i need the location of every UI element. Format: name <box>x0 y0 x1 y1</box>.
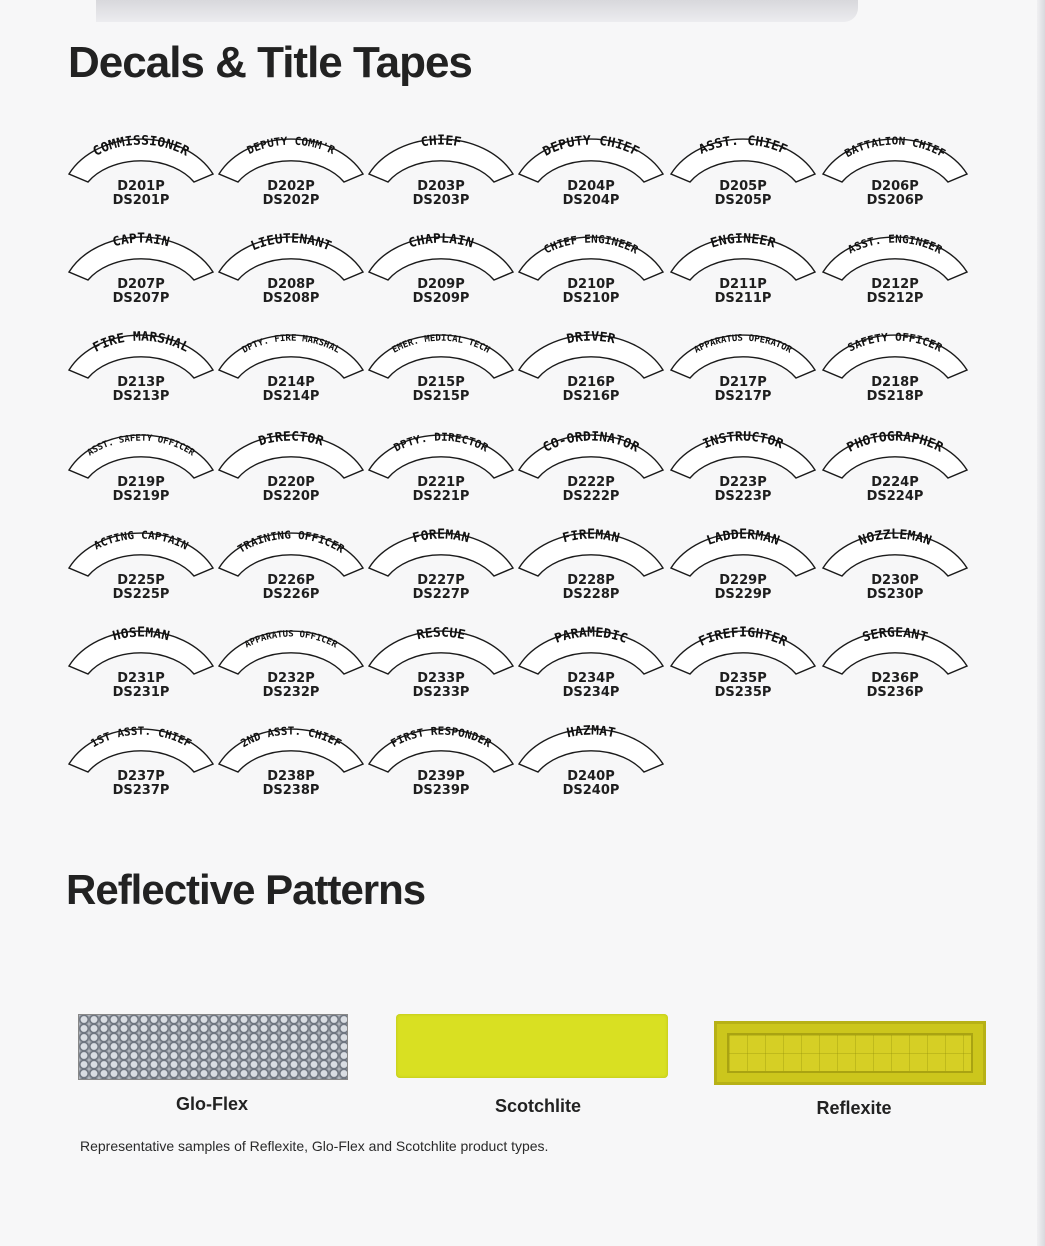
gloflex-sample-swatch <box>78 1014 348 1080</box>
decal-code-ds: DS226P <box>262 587 320 602</box>
decal-code-ds: DS231P <box>112 685 170 700</box>
decal-codes <box>366 180 516 208</box>
decal-code-ds: DS236P <box>866 685 924 700</box>
decal-code: D236P <box>871 671 919 686</box>
decal-code-ds: DS204P <box>562 193 620 208</box>
decal-text-path: HOSEMAN <box>111 625 171 645</box>
decal-band <box>219 533 363 576</box>
decal-item <box>366 226 516 318</box>
scotchlite-label: Scotchlite <box>494 1096 582 1116</box>
decal-text-path: DPTY. FIRE MARSHAL <box>240 333 342 356</box>
decal-text-path: 1ST ASST. CHIEF <box>88 724 194 751</box>
decal-text-path: CHIEF ENGINEER <box>541 232 641 257</box>
decal-codes <box>668 672 818 700</box>
decals-section-title: Decals & Title Tapes <box>68 38 472 87</box>
decal-item <box>66 718 216 810</box>
decal-code: D215P <box>417 375 465 390</box>
decal-text-path: ENGINEER <box>708 231 778 252</box>
decal-code-ds: DS237P <box>112 783 170 798</box>
decal-codes <box>820 278 970 306</box>
decal-band <box>219 237 363 280</box>
decal-text-path: 2ND ASST. CHIEF <box>238 724 344 751</box>
decal-text-path: LADDERMAN <box>704 527 782 549</box>
decal-code: D202P <box>267 179 315 194</box>
decal-item <box>820 128 970 220</box>
decal-text-path: TRAINING OFFICER <box>235 528 347 556</box>
decal-item <box>668 522 818 614</box>
decal-codes <box>516 180 666 208</box>
decal-code-ds: DS224P <box>866 489 924 504</box>
decal-codes <box>366 574 516 602</box>
decal-item <box>820 424 970 516</box>
decal-code-ds: DS201P <box>112 193 170 208</box>
decal-item <box>66 324 216 416</box>
decal-codes <box>516 476 666 504</box>
decal-code: D239P <box>417 769 465 784</box>
decal-item <box>366 620 516 712</box>
decal-band <box>369 435 513 478</box>
decal-item <box>516 226 666 318</box>
decal-text-path: CAPTAIN <box>111 231 171 251</box>
decal-codes <box>516 574 666 602</box>
decal-code-ds: DS205P <box>714 193 772 208</box>
decal-band <box>519 237 663 280</box>
decal-text-path: DRIVER <box>565 329 617 348</box>
decal-item <box>516 522 666 614</box>
decal-codes <box>216 574 366 602</box>
decal-code-ds: DS219P <box>112 489 170 504</box>
decal-code: D233P <box>417 671 465 686</box>
decal-band <box>369 237 513 280</box>
decal-code: D217P <box>719 375 767 390</box>
decal-code-ds: DS227P <box>412 587 470 602</box>
decal-code: D214P <box>267 375 315 390</box>
decal-codes <box>516 672 666 700</box>
decal-codes <box>668 278 818 306</box>
reflexite-label: Reflexite <box>816 1098 892 1118</box>
decal-codes <box>66 574 216 602</box>
decal-band <box>823 237 967 280</box>
decal-item <box>820 324 970 416</box>
decal-code: D207P <box>117 277 165 292</box>
decal-code: D227P <box>417 573 465 588</box>
decal-text-path: ASST. SAFETY OFFICER <box>85 433 197 459</box>
decal-text-path: HAZMAT <box>565 723 617 742</box>
gloflex-label: Glo-Flex <box>175 1094 248 1114</box>
decal-text-path: ASST. ENGINEER <box>845 232 945 257</box>
decal-text-path: DEPUTY CHIEF <box>540 133 642 160</box>
decal-band <box>69 335 213 378</box>
decal-code: D230P <box>871 573 919 588</box>
decal-text-path: CHAPLAIN <box>406 231 476 252</box>
decal-codes <box>216 376 366 404</box>
decal-item <box>516 718 666 810</box>
decal-item <box>820 620 970 712</box>
decal-band <box>671 435 815 478</box>
decal-text-path: APPARATUS OPERATOR <box>692 333 794 356</box>
decal-code-ds: DS239P <box>412 783 470 798</box>
decal-item <box>516 128 666 220</box>
decal-code: D205P <box>719 179 767 194</box>
decal-codes <box>668 476 818 504</box>
decal-code-ds: DS228P <box>562 587 620 602</box>
decal-text-path: BATTALION CHIEF <box>842 134 948 161</box>
decal-text-path: ASST. CHIEF <box>696 133 790 158</box>
decal-code-ds: DS212P <box>866 291 924 306</box>
decal-codes <box>668 376 818 404</box>
decal-item <box>516 324 666 416</box>
decal-code-ds: DS213P <box>112 389 170 404</box>
decal-codes <box>66 672 216 700</box>
decal-code: D226P <box>267 573 315 588</box>
decal-text-path: INSTRUCTOR <box>700 429 786 453</box>
decal-text-path: DPTY. DIRECTOR <box>391 430 491 455</box>
decal-code: D201P <box>117 179 165 194</box>
decal-code-ds: DS234P <box>562 685 620 700</box>
decal-band <box>519 729 663 772</box>
decal-text-path: RESCUE <box>415 625 467 644</box>
decal-code: D219P <box>117 475 165 490</box>
decal-text-path: FOREMAN <box>411 527 471 547</box>
decal-band <box>519 139 663 182</box>
decal-item <box>216 324 366 416</box>
decal-codes <box>820 672 970 700</box>
decal-code-ds: DS223P <box>714 489 772 504</box>
decal-item <box>668 620 818 712</box>
decal-band <box>219 435 363 478</box>
decal-codes <box>216 180 366 208</box>
decal-code-ds: DS229P <box>714 587 772 602</box>
decal-band <box>519 435 663 478</box>
decal-code: D218P <box>871 375 919 390</box>
decal-codes <box>668 180 818 208</box>
decal-codes <box>66 770 216 798</box>
decal-code: D209P <box>417 277 465 292</box>
decal-text-path: NOZZLEMAN <box>856 527 934 549</box>
decal-codes <box>216 672 366 700</box>
decal-code: D234P <box>567 671 615 686</box>
decal-item <box>820 226 970 318</box>
decal-code-ds: DS202P <box>262 193 320 208</box>
decal-text-path: APPARATUS OFFICER <box>243 629 339 651</box>
decal-text-path: SAFETY OFFICER <box>845 330 945 355</box>
decal-code: D208P <box>267 277 315 292</box>
decal-code: D229P <box>719 573 767 588</box>
decal-code-ds: DS240P <box>562 783 620 798</box>
decal-text <box>420 134 463 151</box>
decal-text-path: FIREFIGHTER <box>696 625 790 650</box>
decal-item <box>216 128 366 220</box>
decal-code-ds: DS206P <box>866 193 924 208</box>
decal-codes <box>66 180 216 208</box>
decal-band <box>823 435 967 478</box>
decal-item <box>516 424 666 516</box>
decal-item <box>66 522 216 614</box>
decal-codes <box>366 376 516 404</box>
decal-band <box>671 335 815 378</box>
decal-code-ds: DS215P <box>412 389 470 404</box>
decal-code-ds: DS221P <box>412 489 470 504</box>
decal-code: D210P <box>567 277 615 292</box>
decal-item <box>366 324 516 416</box>
decal-band <box>369 631 513 674</box>
decal-code-ds: DS232P <box>262 685 320 700</box>
decal-code: D225P <box>117 573 165 588</box>
decal-codes <box>516 376 666 404</box>
decal-code-ds: DS217P <box>714 389 772 404</box>
decal-band <box>671 237 815 280</box>
decal-code: D204P <box>567 179 615 194</box>
decal-band <box>69 139 213 182</box>
decal-text-path: LIEUTENANT <box>248 231 334 255</box>
decal-code-ds: DS233P <box>412 685 470 700</box>
decal-code: D232P <box>267 671 315 686</box>
decal-codes <box>66 278 216 306</box>
decal-code-ds: DS216P <box>562 389 620 404</box>
decal-band <box>369 335 513 378</box>
decal-code: D213P <box>117 375 165 390</box>
decal-code: D212P <box>871 277 919 292</box>
decal-code: D223P <box>719 475 767 490</box>
decal-code: D220P <box>267 475 315 490</box>
decal-code: D224P <box>871 475 919 490</box>
decal-codes <box>366 278 516 306</box>
decal-code: D235P <box>719 671 767 686</box>
decal-text-path: PHOTOGRAPHER <box>844 429 946 456</box>
decal-codes <box>820 180 970 208</box>
decal-text-path: CHIEF <box>419 133 463 151</box>
decal-text-path: FIRE MARSHAL <box>90 329 192 356</box>
reflexite-prism-grid <box>727 1033 973 1073</box>
decal-code-ds: DS210P <box>562 291 620 306</box>
decal-item <box>668 128 818 220</box>
decal-codes <box>366 672 516 700</box>
decal-text-path: PARAMEDIC <box>552 625 630 647</box>
decal-codes <box>216 770 366 798</box>
decal-code-ds: DS220P <box>262 489 320 504</box>
decal-item <box>366 522 516 614</box>
decal-code-ds: DS209P <box>412 291 470 306</box>
decal-codes <box>820 376 970 404</box>
decal-code: D231P <box>117 671 165 686</box>
decal-band <box>219 335 363 378</box>
decal-code-ds: DS230P <box>866 587 924 602</box>
decal-item <box>516 620 666 712</box>
decal-codes <box>66 476 216 504</box>
decal-code-ds: DS207P <box>112 291 170 306</box>
decal-codes <box>216 476 366 504</box>
decal-codes <box>366 476 516 504</box>
decal-text-path: FIRST RESPONDER <box>388 724 494 751</box>
decal-code-ds: DS211P <box>714 291 772 306</box>
decal-code-ds: DS218P <box>866 389 924 404</box>
decal-item <box>66 620 216 712</box>
reflective-caption: Representative samples of Reflexite, Glo-Flex and Scotchlite product types. <box>80 1138 549 1154</box>
decal-item <box>668 324 818 416</box>
decal-item <box>216 424 366 516</box>
decal-code: D211P <box>719 277 767 292</box>
decal-codes <box>516 770 666 798</box>
scotchlite-sample-swatch <box>396 1014 668 1078</box>
decal-code-ds: DS235P <box>714 685 772 700</box>
decal-item <box>820 522 970 614</box>
decal-codes <box>66 376 216 404</box>
decal-item <box>66 128 216 220</box>
decal-codes <box>668 574 818 602</box>
decal-code: D228P <box>567 573 615 588</box>
decal-text-path: COMMISSIONER <box>90 133 192 160</box>
decal-code: D237P <box>117 769 165 784</box>
decal-codes <box>216 278 366 306</box>
decal-code-ds: DS238P <box>262 783 320 798</box>
reflexite-sample-swatch <box>714 1021 986 1085</box>
decal-text-path: DIRECTOR <box>256 429 326 450</box>
decal-text-path: FIREMAN <box>561 527 621 547</box>
decal-band <box>823 631 967 674</box>
decal-item <box>66 424 216 516</box>
decal-text-path: EMER. MEDICAL TECH <box>390 333 492 356</box>
decal-item <box>366 718 516 810</box>
decal-item <box>668 424 818 516</box>
decal-codes <box>366 770 516 798</box>
decal-band <box>519 335 663 378</box>
decal-item <box>668 226 818 318</box>
decal-code-ds: DS222P <box>562 489 620 504</box>
decal-band <box>69 533 213 576</box>
decal-code: D221P <box>417 475 465 490</box>
decal-code-ds: DS225P <box>112 587 170 602</box>
decal-text-path: ACTING CAPTAIN <box>91 528 191 553</box>
decal-code: D216P <box>567 375 615 390</box>
decal-code-ds: DS203P <box>412 193 470 208</box>
decal-text-path: SERGEANT <box>860 625 930 646</box>
decal-code: D222P <box>567 475 615 490</box>
decal-code-ds: DS208P <box>262 291 320 306</box>
decal-code: D206P <box>871 179 919 194</box>
decal-codes <box>516 278 666 306</box>
decal-item <box>366 128 516 220</box>
decal-band <box>823 335 967 378</box>
decal-item <box>216 522 366 614</box>
decal-item <box>216 226 366 318</box>
decal-codes <box>820 574 970 602</box>
decal-code: D238P <box>267 769 315 784</box>
decal-item <box>66 226 216 318</box>
decal-code-ds: DS214P <box>262 389 320 404</box>
decal-codes <box>820 476 970 504</box>
decal-item <box>216 718 366 810</box>
decal-item <box>366 424 516 516</box>
decal-text-path: CO-ORDINATOR <box>540 429 642 456</box>
reflective-section-title: Reflective Patterns <box>66 866 426 913</box>
decal-text-path: DEPUTY COMM'R <box>245 134 337 157</box>
decal-code: D203P <box>417 179 465 194</box>
decal-item <box>216 620 366 712</box>
decal-code: D240P <box>567 769 615 784</box>
